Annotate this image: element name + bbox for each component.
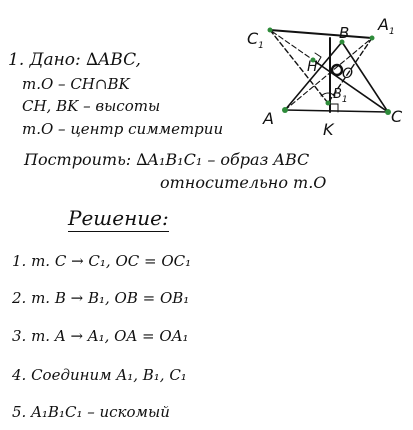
label-b1: $B_1$	[333, 87, 348, 105]
label-a: A	[263, 109, 274, 128]
solution-step-1: 1. т. C → C₁, OC = OC₁	[12, 252, 192, 270]
solution-step-3: 3. т. A → A₁, OA = OA₁	[12, 327, 189, 345]
label-k: K	[323, 120, 334, 139]
label-a1: $A_1$	[378, 15, 395, 37]
task-line-1: Построить: ∆A₁B₁C₁ – образ ABC	[24, 150, 310, 169]
label-h: H	[307, 59, 318, 75]
solution-step-5: 5. A₁B₁C₁ – искомый	[12, 403, 170, 421]
side-ac	[285, 110, 388, 112]
side-c1a1	[270, 30, 372, 38]
point-b1	[326, 101, 331, 106]
given-line-2: т.O – CH∩BK	[22, 75, 130, 93]
solution-step-4: 4. Соединим A₁, B₁, C₁	[12, 366, 187, 384]
side-c1b1	[270, 30, 328, 103]
label-o: O	[342, 66, 354, 82]
label-c1: $C_1$	[247, 29, 264, 51]
given-line-1: 1. Дано: ∆ABC,	[8, 50, 141, 70]
point-c1	[268, 28, 273, 33]
task-line-2: относительно т.O	[160, 173, 327, 192]
geometry-figure	[225, 0, 413, 140]
segment-aa1	[285, 38, 372, 110]
point-a1	[370, 36, 375, 41]
point-a	[282, 107, 288, 113]
given-line-4: т.O – центр симметрии	[22, 120, 224, 138]
solution-heading: Решение:	[68, 206, 169, 230]
given-line-3: CH, BK – высоты	[22, 97, 161, 115]
solution-step-2: 2. т. B → B₁, OB = OB₁	[12, 289, 190, 307]
label-c: C	[391, 107, 403, 126]
label-b: B	[339, 24, 350, 42]
